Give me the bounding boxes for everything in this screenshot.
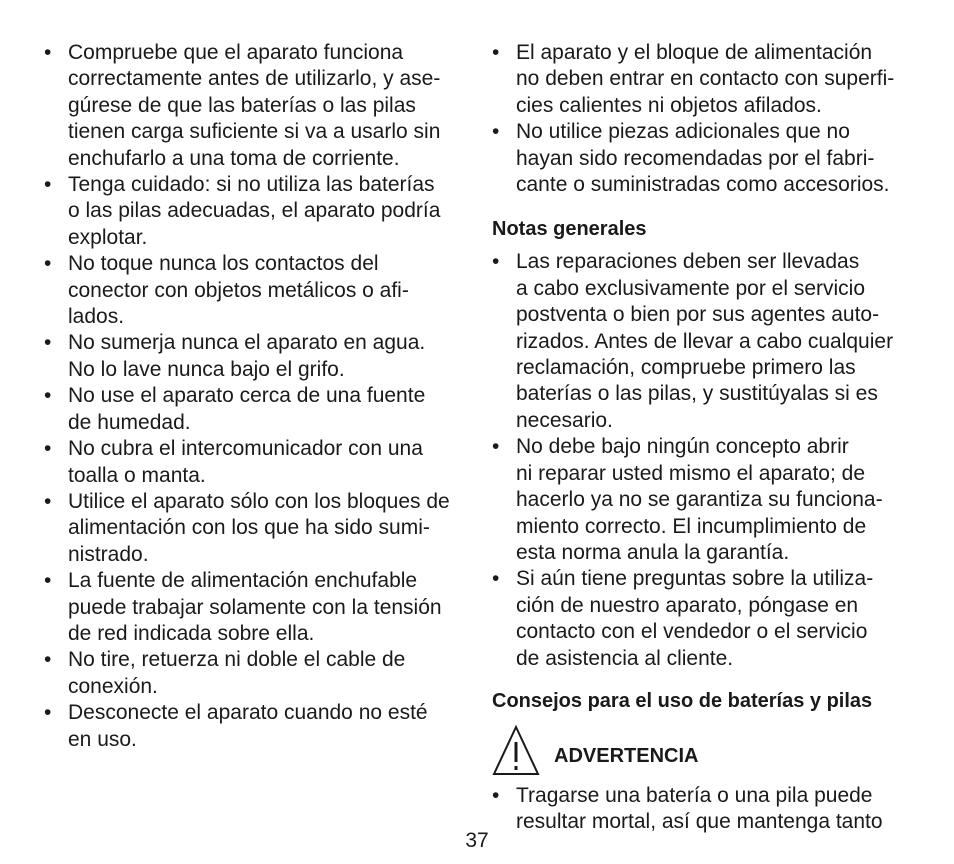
safety-list-continued xyxy=(492,40,917,198)
warning-block xyxy=(492,721,917,779)
item-text-line: Si aún tiene preguntas sobre la utiliza- xyxy=(516,567,874,591)
general-notes-heading: Notas generales xyxy=(492,218,647,241)
safety-list-item xyxy=(44,40,469,172)
warning-triangle-icon xyxy=(492,724,540,776)
left-column xyxy=(44,40,469,753)
item-text-line: No lo lave nunca bajo el grifo. xyxy=(68,357,345,381)
item-text-line: No tire, retuerza ni doble el cable de xyxy=(68,648,406,672)
item-text-line: alimentación con los que ha sido sumi- xyxy=(68,516,430,540)
general-notes-item xyxy=(492,434,917,566)
item-text-line: puede trabajar solamente con la tensión xyxy=(68,595,442,619)
bullet-icon: • xyxy=(44,331,52,355)
item-text-line: conector con objetos metálicos o afi- xyxy=(68,278,409,302)
safety-list-item xyxy=(44,436,469,489)
bullet-icon: • xyxy=(492,567,500,591)
item-text-line: no deben entrar en contacto con superfi- xyxy=(516,67,895,91)
safety-list-item xyxy=(44,489,469,568)
general-notes-item xyxy=(492,566,917,672)
item-text-line: de humedad. xyxy=(68,410,191,434)
item-text-line: No use el aparato cerca de una fuente xyxy=(68,384,426,408)
item-text-line: de red indicada sobre ella. xyxy=(68,621,315,645)
bullet-icon: • xyxy=(44,701,52,725)
item-text-line: toalla o manta. xyxy=(68,463,206,487)
item-text-line: Utilice el aparato sólo con los bloques de xyxy=(68,489,450,513)
warning-label: ADVERTENCIA xyxy=(554,744,699,767)
bullet-icon: • xyxy=(44,41,52,64)
item-text-line: cante o suministradas como accesorios. xyxy=(516,173,890,197)
item-text-line: Tenga cuidado: si no utiliza las baterías xyxy=(68,173,435,197)
item-text-line: Desconecte el aparato cuando no esté xyxy=(68,701,428,725)
safety-list-item xyxy=(44,647,469,700)
item-text-line: miento correcto. El incumplimiento de xyxy=(516,514,867,538)
item-text-line: No utilice piezas adicionales que no xyxy=(516,120,850,144)
bullet-icon: • xyxy=(492,435,500,459)
general-notes-item xyxy=(492,249,917,434)
item-text-line: ni reparar usted mismo el aparato; de xyxy=(516,461,866,485)
bullet-icon: • xyxy=(44,252,52,276)
safety-list-item xyxy=(44,172,469,251)
item-text-line: contacto con el vendedor o el servicio xyxy=(516,620,868,644)
safety-list-item xyxy=(44,383,469,436)
item-text-line: hacerlo ya no se garantiza su funciona- xyxy=(516,488,883,512)
item-text-line: necesario. xyxy=(516,408,613,432)
item-text-line: ción de nuestro aparato, póngase en xyxy=(516,593,859,617)
item-text-line: postventa o bien por sus agentes auto- xyxy=(516,303,880,327)
bullet-icon: • xyxy=(44,173,52,197)
bullet-icon: • xyxy=(44,489,52,513)
item-text-line: nistrado. xyxy=(68,542,149,566)
safety-list-item xyxy=(44,700,469,753)
item-text-line: tienen carga suficiente si va a usarlo sin xyxy=(68,120,441,144)
item-text-line: Tragarse una batería o una pila puede xyxy=(516,783,873,807)
item-text-line: a cabo exclusivamente por el servicio xyxy=(516,276,866,300)
item-text-line: No cubra el intercomunicador con una xyxy=(68,437,423,461)
item-text-line: lados. xyxy=(68,305,125,329)
item-text-line: No sumerja nunca el aparato en agua. xyxy=(68,331,426,355)
item-text-line: conexión. xyxy=(68,674,158,698)
item-text-line: No debe bajo ningún concepto abrir xyxy=(516,435,849,459)
item-text-line: en uso. xyxy=(68,727,137,751)
safety-list-item xyxy=(44,568,469,647)
item-text-line: resultar mortal, así que mantenga tanto xyxy=(516,810,883,834)
bullet-icon: • xyxy=(492,41,500,64)
bullet-icon: • xyxy=(492,120,500,144)
item-text-line: El aparato y el bloque de alimentación xyxy=(516,41,873,64)
item-text-line: hayan sido recomendadas por el fabri- xyxy=(516,146,875,170)
item-text-line: enchufarlo a una toma de corriente. xyxy=(68,146,400,170)
safety-list-item xyxy=(492,119,917,198)
safety-list xyxy=(44,40,469,753)
general-notes-list xyxy=(492,249,917,672)
item-text-line: cies calientes ni objetos afilados. xyxy=(516,93,822,117)
item-text-line: explotar. xyxy=(68,225,148,249)
safety-list-item xyxy=(44,330,469,383)
item-text-line: rizados. Antes de llevar a cabo cualquier xyxy=(516,329,894,353)
page-number: 37 xyxy=(465,829,489,852)
bullet-icon: • xyxy=(492,250,500,274)
item-text-line: esta norma anula la garantía. xyxy=(516,540,790,564)
bullet-icon: • xyxy=(44,437,52,461)
item-text-line: correctamente antes de utilizarlo, y ase- xyxy=(68,67,441,91)
bullet-icon: • xyxy=(44,569,52,593)
item-text-line: de asistencia al cliente. xyxy=(516,646,734,670)
item-text-line: gúrese de que las baterías o las pilas xyxy=(68,93,416,117)
bullet-icon: • xyxy=(492,783,500,807)
item-text-line: o las pilas adecuadas, el aparato podría xyxy=(68,199,441,223)
safety-list-item xyxy=(44,251,469,330)
battery-tips-heading: Consejos para el uso de baterías y pilas xyxy=(492,689,873,712)
bullet-icon: • xyxy=(44,648,52,672)
item-text-line: La fuente de alimentación enchufable xyxy=(68,569,418,593)
item-text-line: No toque nunca los contactos del xyxy=(68,252,379,276)
item-text-line: Las reparaciones deben ser llevadas xyxy=(516,250,860,274)
item-text-line: baterías o las pilas, y sustitúyalas si es xyxy=(516,382,878,406)
item-text-line: Compruebe que el aparato funciona xyxy=(68,41,404,64)
bullet-icon: • xyxy=(44,384,52,408)
item-text-line: reclamación, compruebe primero las xyxy=(516,356,856,380)
safety-list-item xyxy=(492,40,917,119)
right-column xyxy=(492,40,917,836)
